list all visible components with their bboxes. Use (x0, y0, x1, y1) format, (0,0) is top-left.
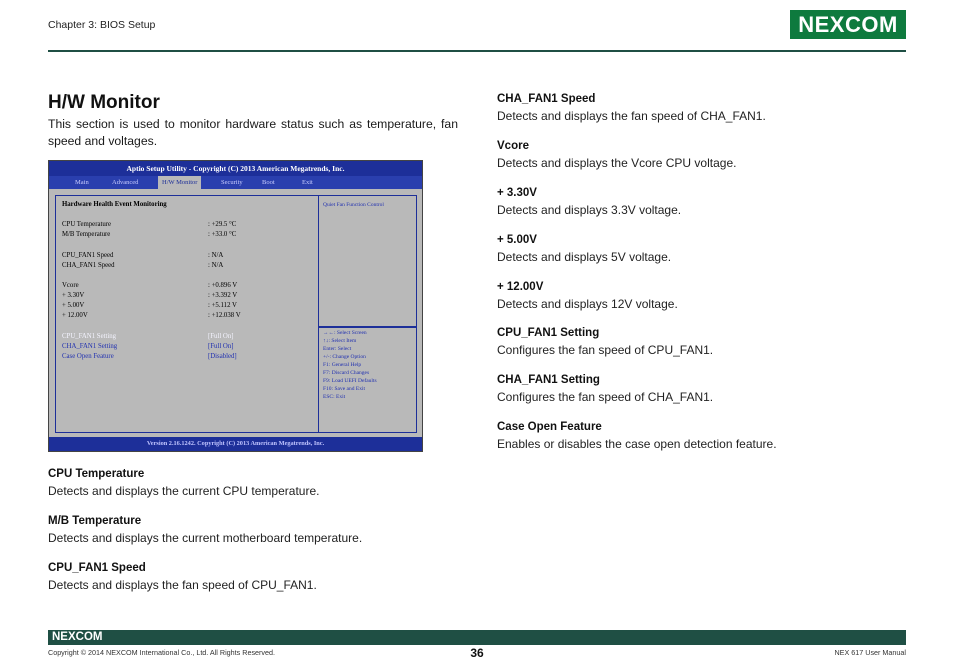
bios-reading-value: : +3.392 V (208, 292, 238, 299)
footer-logo: NEXCOM (52, 631, 103, 643)
bios-title: Aptio Setup Utility - Copyright (C) 2013 American Megatrends, Inc. (49, 161, 422, 176)
bios-reading-label: M/B Temperature (62, 231, 111, 238)
bios-key-hint: F10: Save and Exit (323, 386, 366, 392)
bios-reading-value: : +12.038 V (208, 312, 241, 319)
bios-panel-heading: Hardware Health Event Monitoring (62, 201, 167, 208)
section-title: H/W Monitor (48, 92, 160, 113)
item-heading-mb-temperature: M/B Temperature (48, 515, 142, 527)
bios-key-hint: →←: Select Screen (323, 330, 367, 336)
bios-setting-cpu-fan1-value[interactable]: [Full On] (208, 333, 234, 340)
bios-menu-boot: Boot (262, 179, 275, 186)
bios-setting-case-open-value[interactable]: [Disabled] (208, 353, 237, 360)
bios-key-hint: F9: Load UEFI Defaults (323, 378, 377, 384)
bios-menu-bar (49, 176, 422, 189)
copyright: Copyright © 2014 NEXCOM International Co., Ltd. All Rights Reserved. (48, 648, 276, 657)
bios-screenshot (48, 160, 423, 452)
footer-square-icon (898, 638, 906, 645)
footer-square-icon (889, 630, 896, 637)
bios-reading-value: : +33.0 °C (208, 231, 237, 238)
bios-reading-label: + 3.30V (62, 292, 85, 299)
bios-reading-value: : +29.5 °C (208, 221, 237, 228)
item-desc: Detects and displays the Vcore CPU voltage. (497, 156, 737, 170)
bios-menu-advanced: Advanced (112, 179, 139, 186)
bios-keys-panel (318, 326, 417, 433)
bios-setting-cpu-fan1[interactable]: CPU_FAN1 Setting (62, 333, 117, 340)
nexcom-logo: NEXCOM (790, 10, 906, 39)
bios-footer: Version 2.16.1242. Copyright (C) 2013 American Megatrends, Inc. (49, 437, 422, 451)
bios-menu-main: Main (75, 179, 89, 186)
bios-reading-label: CHA_FAN1 Speed (62, 262, 115, 269)
bios-help-panel (318, 195, 417, 328)
item-heading-vcore: Vcore (497, 140, 529, 152)
bios-key-hint: ↑↓: Select Item (323, 338, 357, 344)
manual-name: NEX 617 User Manual (834, 648, 906, 657)
item-heading-cha-fan1-speed: CHA_FAN1 Speed (497, 93, 596, 105)
item-heading-cpu-temperature: CPU Temperature (48, 468, 145, 480)
bios-menu-security: Security (221, 179, 243, 186)
item-desc: Detects and displays 12V voltage. (497, 297, 678, 311)
bios-key-hint: +/-: Change Option (323, 354, 366, 360)
bios-menu-exit: Exit (302, 179, 313, 186)
bios-main-panel (55, 195, 319, 433)
bios-key-hint: F1: General Help (323, 362, 362, 368)
item-heading-cpu-fan1-speed: CPU_FAN1 Speed (48, 562, 146, 574)
item-heading-12v: + 12.00V (497, 281, 544, 293)
item-desc: Configures the fan speed of CHA_FAN1. (497, 390, 714, 404)
item-heading-3v3: + 3.30V (497, 187, 537, 199)
chapter-label: Chapter 3: BIOS Setup (48, 19, 156, 31)
item-desc: Configures the fan speed of CPU_FAN1. (497, 343, 714, 357)
item-heading-cha-fan1-setting: CHA_FAN1 Setting (497, 374, 600, 386)
bios-key-hint: ESC: Exit (323, 394, 346, 400)
footer-bar (48, 630, 906, 645)
item-heading-5v: + 5.00V (497, 234, 537, 246)
bios-setting-cha-fan1-value[interactable]: [Full On] (208, 343, 234, 350)
bios-reading-value: : +0.896 V (208, 282, 238, 289)
bios-reading-label: + 5.00V (62, 302, 85, 309)
bios-reading-value: : N/A (208, 262, 224, 269)
bios-reading-value: : N/A (208, 252, 224, 259)
bios-reading-label: CPU Temperature (62, 221, 112, 228)
bios-reading-label: CPU_FAN1 Speed (62, 252, 114, 259)
item-heading-case-open-feature: Case Open Feature (497, 421, 602, 433)
header-divider (48, 50, 906, 52)
bios-key-hint: Enter: Select (323, 346, 352, 352)
item-desc: Detects and displays 3.3V voltage. (497, 203, 682, 217)
section-intro: This section is used to monitor hardware status such as temperature, fan speed and voltages. (48, 117, 458, 148)
item-desc: Detects and displays 5V voltage. (497, 250, 672, 264)
item-heading-cpu-fan1-setting: CPU_FAN1 Setting (497, 327, 600, 339)
bios-reading-value: : +5.112 V (208, 302, 237, 309)
bios-help-title: Quiet Fan Function Control (323, 202, 384, 208)
page-number: 36 (470, 646, 484, 660)
bios-key-hint: F7: Discard Changes (323, 370, 370, 376)
bios-setting-case-open[interactable]: Case Open Feature (62, 353, 114, 360)
bios-reading-label: + 12.00V (62, 312, 88, 319)
item-desc: Detects and displays the current CPU temperature. (48, 484, 320, 498)
item-desc: Detects and displays the fan speed of CPU_FAN1. (48, 578, 317, 592)
bios-setting-cha-fan1[interactable]: CHA_FAN1 Setting (62, 343, 118, 350)
item-desc: Detects and displays the fan speed of CHA_FAN1. (497, 109, 766, 123)
item-desc: Enables or disables the case open detection feature. (497, 437, 777, 451)
bios-menu-hw-monitor: H/W Monitor (158, 176, 201, 189)
bios-reading-label: Vcore (62, 282, 79, 289)
item-desc: Detects and displays the current motherboard temperature. (48, 531, 363, 545)
